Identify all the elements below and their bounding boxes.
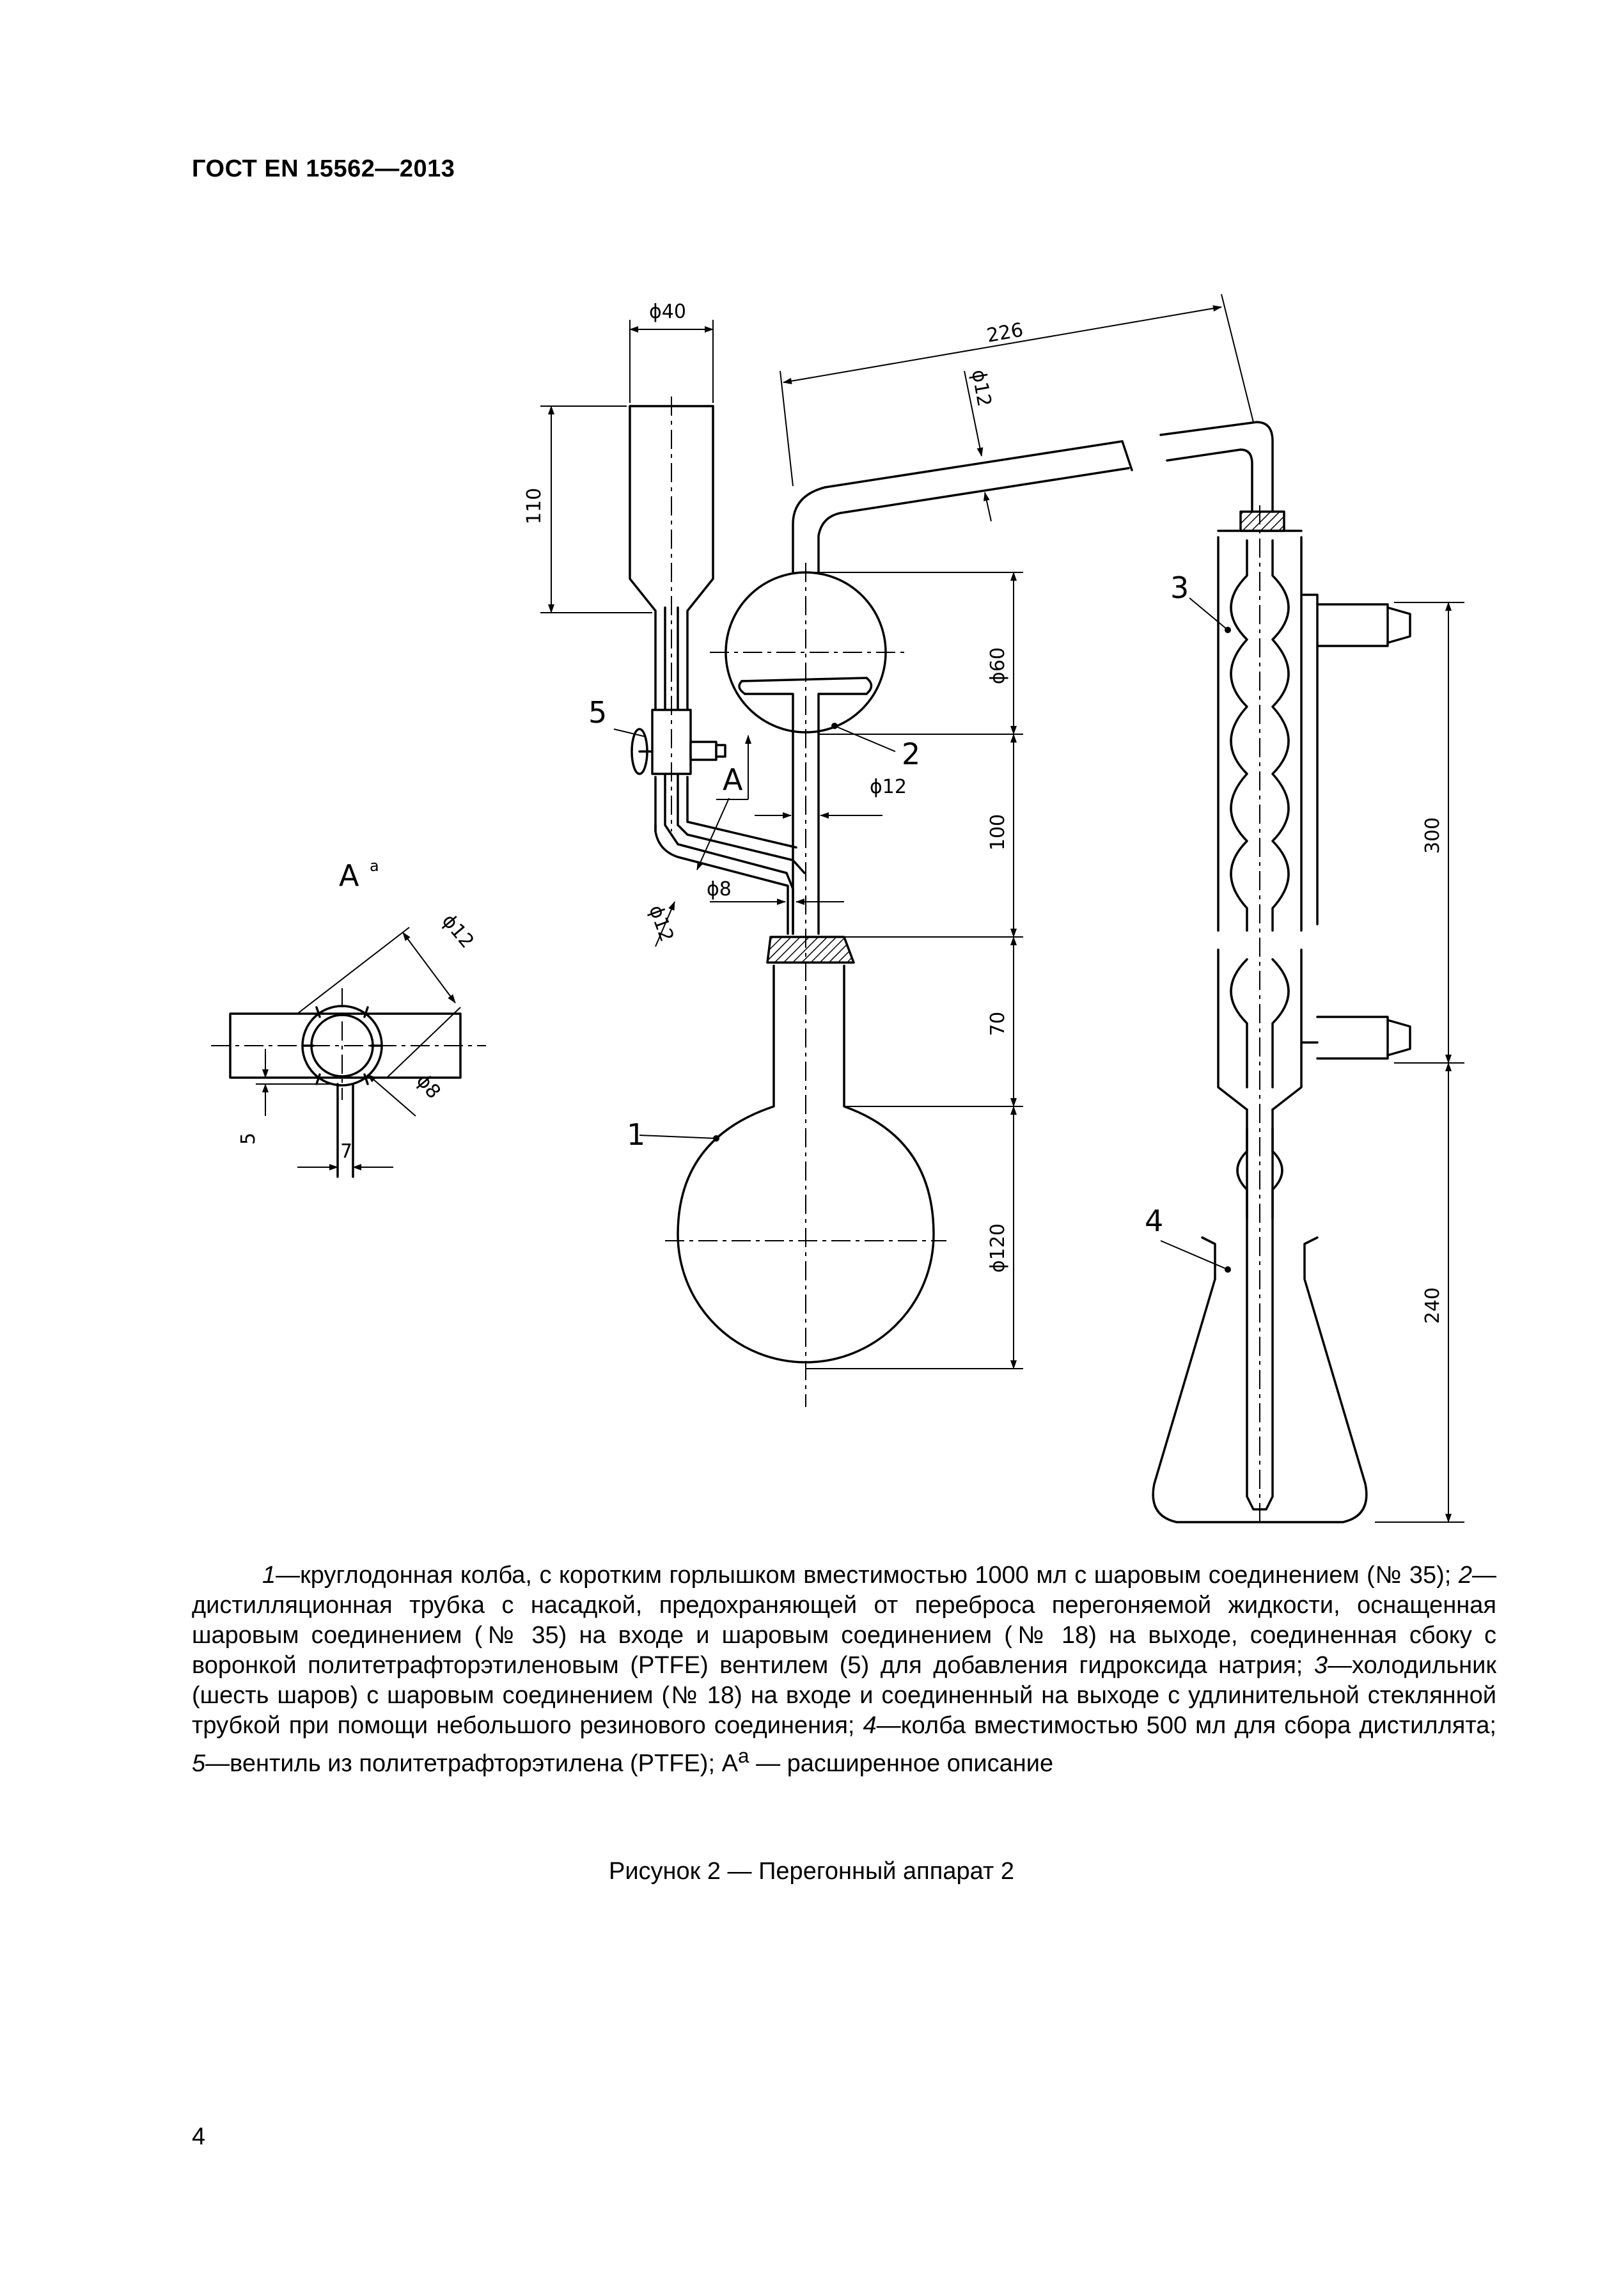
- dim-226: 226: [985, 318, 1025, 347]
- callout-4: 4: [1145, 1204, 1164, 1238]
- dim-100: 100: [987, 814, 1009, 851]
- caption-item-5-number: 5: [192, 1750, 206, 1777]
- ptfe-valve: [632, 710, 725, 774]
- dim-phi12-top: ϕ12: [967, 368, 996, 409]
- caption-superscript: а: [737, 1744, 749, 1767]
- caption-item-3-number: 3: [1313, 1652, 1328, 1679]
- addition-funnel: [630, 406, 804, 934]
- ball-joint: [767, 937, 854, 963]
- dim-phi40: ϕ40: [649, 301, 686, 323]
- detail-dim-5: 5: [237, 1132, 260, 1145]
- dim-300: 300: [1422, 817, 1444, 854]
- figure-title: Рисунок 2 — Перегонный аппарат 2: [608, 1858, 1014, 1885]
- dim-phi12-side: ϕ12: [644, 902, 678, 945]
- callout-1: 1: [627, 1117, 646, 1152]
- dim-phi12-mid: ϕ12: [870, 776, 907, 798]
- dim-phi8: ϕ8: [707, 878, 732, 900]
- caption-tail-text: — расширенное описание: [749, 1750, 1054, 1777]
- detail-dim-phi8: ϕ8: [411, 1069, 445, 1103]
- caption-item-1-number: 1: [262, 1562, 276, 1589]
- callout-5: 5: [588, 695, 608, 730]
- detail-dim-phi12: ϕ12: [437, 909, 478, 953]
- caption-item-3-text: —холодильник (шесть шаров) с шаровым соединением (№ 18) на входе и соединенный на выходе с удлинительной стеклянной трубкой при помощи небольшого резинового соединения;: [192, 1652, 1496, 1739]
- dim-phi60: ϕ60: [987, 647, 1009, 684]
- document-header: ГОСТ EN 15562—2013: [192, 155, 455, 182]
- caption-item-2-text: —дистилляционная трубка с насадкой, предохраняющей от переброса перегоняемой жидкости, оснащенная шаровым соединением (№ 35) на входе и шаровым соединением (№ 18) на выходе, соединенная сбоку с воронкой политетрафторэтиленовым (PTFE) вентилем (5) для добавления гидроксида натрия;: [192, 1562, 1496, 1679]
- dim-240: 240: [1422, 1287, 1444, 1324]
- callout-2: 2: [902, 737, 921, 771]
- detail-label-sup: а: [370, 857, 379, 875]
- caption-item-5-text: —вентиль из политетрафторэтилена (PTFE); A: [205, 1750, 738, 1777]
- detail-label-a: A: [339, 858, 359, 893]
- callout-3: 3: [1170, 570, 1189, 605]
- dim-70: 70: [987, 1011, 1009, 1036]
- caption-item-4-number: 4: [863, 1712, 877, 1739]
- figure-caption: [192, 1561, 1496, 1779]
- caption-item-1-text: —круглодонная колба, с коротким горлышком вместимостью 1000 мл с шаровым соединением (№ 35);: [276, 1562, 1459, 1589]
- dim-phi120: ϕ120: [987, 1223, 1009, 1273]
- condenser: [1218, 512, 1410, 1509]
- caption-item-4-text: —колба вместимостью 500 мл для сбора дистиллята;: [876, 1712, 1496, 1739]
- detail-dim-7: 7: [340, 1140, 353, 1163]
- section-mark-a: A: [723, 762, 743, 797]
- page-number: 4: [192, 2123, 206, 2150]
- caption-item-2-number: 2: [1458, 1562, 1472, 1589]
- dim-110: 110: [523, 487, 545, 524]
